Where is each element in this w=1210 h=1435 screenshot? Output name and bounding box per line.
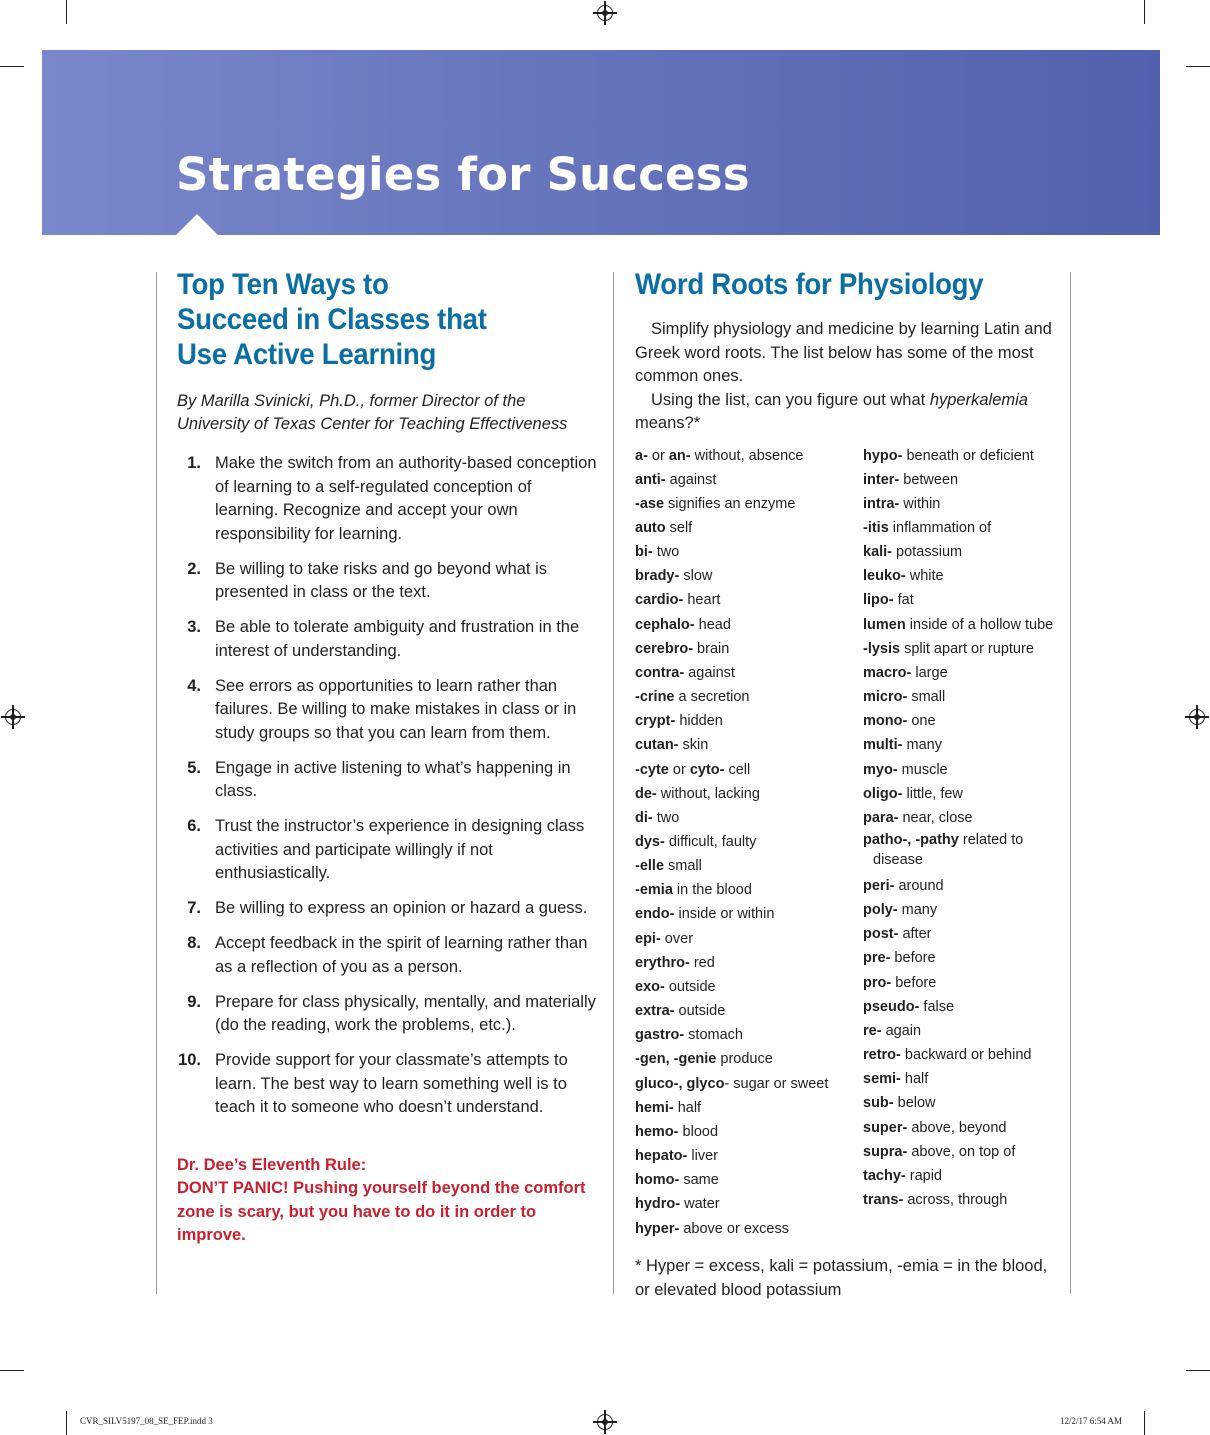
root-term: super- <box>863 1119 908 1136</box>
root-meaning: two <box>652 544 680 561</box>
root-term: para- <box>863 809 899 826</box>
root-meaning: without, lacking <box>656 785 760 802</box>
root-meaning: between <box>899 471 959 488</box>
root-term: -lysis <box>863 640 901 657</box>
root-meaning: rapid <box>905 1167 942 1184</box>
root-entry <box>635 540 860 564</box>
root-term: lumen <box>863 616 906 633</box>
tip-text: Be willing to take risks and go beyond what is presented in class or the text. <box>215 559 548 601</box>
root-meaning: above, beyond <box>907 1119 1007 1136</box>
tips-list <box>177 452 597 1120</box>
root-term: pre- <box>863 950 891 967</box>
tip-number: 5. <box>187 758 201 777</box>
root-meaning: blood <box>678 1123 719 1140</box>
root-entry <box>863 516 1068 540</box>
root-entry <box>863 613 1068 637</box>
root-meaning: difficult, faulty <box>664 834 757 850</box>
root-meaning: slow <box>679 568 713 585</box>
root-meaning: water <box>680 1196 720 1213</box>
root-entry <box>635 878 860 902</box>
root-meaning: against <box>665 471 717 488</box>
root-term: trans- <box>863 1192 904 1209</box>
root-term: epi- <box>635 930 661 947</box>
root-entry <box>635 830 860 854</box>
root-term: hydro- <box>635 1196 681 1213</box>
tip-number: 4. <box>187 676 201 695</box>
root-term: hepato- <box>635 1148 688 1165</box>
root-term: -emia <box>635 882 673 899</box>
tip-text: Be willing to express an opinion or hazard a guess. <box>215 899 588 917</box>
root-term: re- <box>863 1022 882 1039</box>
root-meaning: skin <box>678 737 709 754</box>
root-term: anti- <box>635 471 666 488</box>
root-term: supra- <box>863 1143 908 1160</box>
root-entry <box>863 685 1068 709</box>
root-meaning: potassium <box>892 544 963 561</box>
tip-text: Accept feedback in the spirit of learning rather than as a reflection of you as a person. <box>215 934 588 976</box>
tip-item <box>177 932 597 979</box>
root-meaning: near, close <box>898 809 973 826</box>
root-term: hyper- <box>635 1220 680 1237</box>
root-entry <box>863 564 1068 588</box>
root-meaning: over <box>660 930 694 947</box>
root-term: sub- <box>863 1095 894 1112</box>
root-entry <box>635 564 860 588</box>
root-entry <box>635 854 860 878</box>
root-meaning: against <box>684 664 735 681</box>
tip-text: Make the switch from an authority-based conception of learning to a self-regulated conception of learning. Recognize and accept your own responsibility for learning. <box>215 454 597 543</box>
root-term: -elle <box>635 858 665 875</box>
root-term: -crine <box>635 689 675 706</box>
root-entry <box>863 588 1068 612</box>
root-term: a- <box>635 447 648 464</box>
root-entry <box>863 637 1068 661</box>
root-meaning: above or excess <box>679 1220 789 1237</box>
root-entry <box>863 1067 1068 1091</box>
root-entry <box>863 1164 1068 1188</box>
intro-paragraph: Simplify physiology and medicine by learning Latin and Greek word roots. The list below has some of the most common ones. <box>635 320 1052 385</box>
root-meaning: small <box>907 689 946 706</box>
root-meaning: fat <box>893 592 914 609</box>
root-entry <box>863 1091 1068 1115</box>
tip-item <box>177 1049 597 1120</box>
root-entry <box>635 1072 860 1096</box>
root-meaning: signifies an enzyme <box>664 495 796 512</box>
root-term: micro- <box>863 689 908 706</box>
roots-table <box>635 444 1065 1244</box>
crop-mark <box>1144 1411 1145 1435</box>
root-entry <box>635 588 860 612</box>
section-heading: Word Roots for Physiology <box>635 268 984 301</box>
root-meaning: muscle <box>897 761 948 778</box>
intro-text <box>635 318 1065 436</box>
rule-title: Dr. Dee’s Eleventh Rule: <box>177 1155 367 1174</box>
root-entry <box>635 492 860 516</box>
root-term: erythro- <box>635 954 690 971</box>
heading-line: Succeed in Classes that <box>177 303 487 336</box>
root-meaning: red <box>689 954 715 971</box>
root-entry <box>635 468 860 492</box>
root-entry <box>635 685 860 709</box>
root-entry <box>635 637 860 661</box>
root-term: macro- <box>863 664 912 681</box>
root-meaning: across, through <box>903 1192 1008 1209</box>
root-entry <box>635 444 860 468</box>
root-meaning: two <box>652 809 680 826</box>
root-meaning: cell <box>724 761 751 778</box>
root-term: hemo- <box>635 1123 679 1140</box>
section-heading <box>177 267 563 372</box>
root-entry <box>635 806 860 830</box>
root-term: di- <box>635 809 653 826</box>
root-term: poly- <box>863 902 898 919</box>
root-entry <box>635 733 860 757</box>
heading-line: Top Ten Ways to <box>177 268 389 301</box>
top-ten-section <box>177 267 597 1248</box>
root-term: de- <box>635 785 657 802</box>
root-term: brady- <box>635 568 680 585</box>
root-term: multi- <box>863 737 903 754</box>
crop-mark <box>0 1370 24 1371</box>
root-meaning: outside <box>674 1003 726 1020</box>
intro-term: hyperkalemia <box>929 390 1028 409</box>
root-term: post- <box>863 926 899 943</box>
crop-mark <box>1186 1370 1210 1371</box>
root-entry <box>635 1096 860 1120</box>
root-term: pseudo- <box>863 998 920 1015</box>
root-entry <box>863 1188 1068 1212</box>
root-entry <box>863 661 1068 685</box>
root-meaning: many <box>902 737 942 754</box>
title-banner <box>42 50 1160 235</box>
root-entry <box>863 758 1068 782</box>
root-meaning: one <box>907 713 936 730</box>
root-meaning: inflammation of <box>888 519 992 536</box>
root-entry <box>635 1217 860 1241</box>
registration-mark-icon <box>597 1414 613 1430</box>
tip-text: Trust the instructor’s experience in designing class activities and participate willingly if not enthusiastically. <box>215 817 585 882</box>
root-entry <box>635 951 860 975</box>
root-entry <box>635 1192 860 1216</box>
root-term: exo- <box>635 978 665 995</box>
root-entry <box>863 782 1068 806</box>
root-entry <box>863 444 1068 468</box>
slug-timestamp: 12/2/17 6:54 AM <box>1060 1416 1123 1426</box>
tip-item <box>177 991 597 1038</box>
root-entry <box>635 709 860 733</box>
root-term: semi- <box>863 1071 901 1088</box>
root-term: -gen, -genie <box>635 1051 717 1068</box>
root-term: extra- <box>635 1003 675 1020</box>
tip-text: Provide support for your classmate’s attempts to learn. The best way to learn something well is to teach it to someone who doesn’t understand. <box>215 1051 568 1116</box>
root-term: endo- <box>635 906 675 923</box>
tip-text: Engage in active listening to what’s happening in class. <box>215 758 571 800</box>
tip-item <box>177 815 597 886</box>
root-entry <box>863 995 1068 1019</box>
root-entry <box>635 782 860 806</box>
root-meaning: before <box>890 950 936 967</box>
root-meaning: beneath or deficient <box>902 447 1034 464</box>
root-term: leuko- <box>863 568 906 585</box>
root-term: gastro- <box>635 1027 685 1044</box>
crop-mark <box>0 66 24 67</box>
tip-item <box>177 897 597 921</box>
tip-item <box>177 452 597 546</box>
root-entry <box>863 971 1068 995</box>
tip-number: 1. <box>187 454 201 472</box>
root-meaning: in the blood <box>672 882 752 899</box>
root-term: lipo- <box>863 592 894 609</box>
root-term: cardio- <box>635 592 684 609</box>
root-term: hemi- <box>635 1099 674 1116</box>
tip-number: 6. <box>187 817 201 835</box>
page-title: Strategies for Success <box>176 148 750 201</box>
root-entry <box>863 1043 1068 1067</box>
rule-text: DON’T PANIC! Pushing yourself beyond the comfort zone is scary, but you have to do it in order to improve. <box>177 1179 586 1244</box>
banner-notch <box>175 214 219 236</box>
tip-item <box>177 675 597 746</box>
roots-column <box>863 444 1068 1213</box>
root-meaning: inside or within <box>674 906 775 923</box>
root-term: myo- <box>863 761 898 778</box>
root-meaning: brain <box>693 640 730 657</box>
root-term: -cyte <box>635 761 669 778</box>
root-term: kali- <box>863 544 893 561</box>
root-term: cerebro- <box>635 640 694 657</box>
intro-question-end: means?* <box>635 414 701 432</box>
tip-text: Be able to tolerate ambiguity and frustration in the interest of understanding. <box>215 618 580 660</box>
root-term: mono- <box>863 713 908 730</box>
root-term: hypo- <box>863 447 903 464</box>
root-entry <box>863 733 1068 757</box>
tip-item <box>177 616 597 663</box>
root-meaning: hidden <box>675 713 723 730</box>
root-meaning: - sugar or sweet <box>724 1075 829 1092</box>
root-meaning: large <box>911 664 948 681</box>
root-entry <box>635 1144 860 1168</box>
root-entry <box>635 516 860 540</box>
root-term: cephalo- <box>635 616 695 633</box>
root-meaning: related to disease <box>873 832 1024 868</box>
root-connector: or <box>668 761 690 778</box>
root-entry <box>863 946 1068 970</box>
root-entry <box>863 492 1068 516</box>
root-term: peri- <box>863 878 895 894</box>
root-term: pro- <box>863 974 892 991</box>
root-meaning: without, absence <box>690 447 804 464</box>
root-entry <box>863 1140 1068 1164</box>
root-term: gluco-, glyco <box>635 1075 725 1092</box>
root-term: dys- <box>635 834 665 850</box>
tip-item <box>177 757 597 804</box>
tip-number: 2. <box>187 559 201 578</box>
root-meaning: small <box>664 858 702 875</box>
root-term: -itis <box>863 519 889 536</box>
root-entry <box>863 898 1068 922</box>
root-entry <box>635 661 860 685</box>
root-entry <box>863 1019 1068 1043</box>
root-term: contra- <box>635 664 685 681</box>
root-meaning: a secretion <box>674 689 750 706</box>
root-entry <box>635 1168 860 1192</box>
column-divider <box>1070 272 1071 1294</box>
root-meaning: same <box>679 1172 719 1189</box>
root-meaning: many <box>897 902 938 919</box>
root-term: auto <box>635 519 666 536</box>
root-meaning: head <box>694 616 731 633</box>
root-meaning: white <box>905 568 944 585</box>
tip-text: See errors as opportunities to learn rather than failures. Be willing to make mistakes in class or in study groups so that you can learn from them. <box>215 676 577 742</box>
root-entry <box>635 999 860 1023</box>
root-meaning: again <box>881 1022 922 1039</box>
root-term: tachy- <box>863 1167 906 1184</box>
tip-number: 7. <box>187 899 201 917</box>
root-connector: or <box>647 447 669 464</box>
root-entry <box>863 922 1068 946</box>
heading-line: Use Active Learning <box>177 338 437 371</box>
root-term: cutan- <box>635 737 679 754</box>
root-meaning: backward or behind <box>900 1047 1032 1064</box>
root-entry <box>635 927 860 951</box>
slug-filename: CVR_SILV5197_08_SE_FEP.indd 3 <box>80 1416 213 1426</box>
root-term: crypt- <box>635 713 676 730</box>
root-entry <box>863 468 1068 492</box>
root-meaning: little, few <box>902 785 963 802</box>
root-entry <box>863 1116 1068 1140</box>
root-meaning: above, on top of <box>907 1143 1016 1160</box>
crop-mark <box>1186 66 1210 67</box>
column-divider <box>613 272 614 1294</box>
crop-mark <box>66 0 67 24</box>
root-term: homo- <box>635 1172 680 1189</box>
root-entry <box>635 1120 860 1144</box>
tip-number: 9. <box>187 992 201 1011</box>
root-meaning: within <box>899 495 941 512</box>
root-meaning: inside of a hollow tube <box>905 616 1054 633</box>
root-meaning: half <box>673 1099 702 1116</box>
root-entry <box>863 709 1068 733</box>
root-term: inter- <box>863 471 900 488</box>
root-term: retro- <box>863 1047 901 1064</box>
root-meaning: before <box>891 974 937 991</box>
tip-number: 10. <box>178 1051 201 1069</box>
footnote: * Hyper = excess, kali = potassium, -emia = in the blood, or elevated blood potassium <box>635 1257 1048 1299</box>
root-term: oligo- <box>863 785 903 802</box>
root-entry <box>635 1023 860 1047</box>
registration-mark-icon <box>5 709 21 725</box>
column-divider <box>156 272 157 1294</box>
root-meaning: heart <box>683 592 721 609</box>
root-term: patho-, -pathy <box>863 832 959 848</box>
root-term: bi- <box>635 544 653 561</box>
registration-mark-icon <box>597 5 613 21</box>
root-entry <box>863 806 1068 830</box>
tip-number: 8. <box>187 934 201 952</box>
root-meaning: split apart or rupture <box>900 640 1034 657</box>
root-meaning: below <box>893 1095 936 1112</box>
eleventh-rule <box>177 1154 597 1248</box>
crop-mark <box>66 1411 67 1435</box>
root-entry <box>635 613 860 637</box>
intro-paragraph <box>635 389 1065 436</box>
intro-question: Using the list, can you figure out what <box>651 390 930 409</box>
tip-item <box>177 558 597 605</box>
root-entry <box>635 975 860 999</box>
root-term: cyto- <box>689 761 725 778</box>
root-entry <box>635 758 860 782</box>
registration-mark-icon <box>1189 709 1205 725</box>
root-term: intra- <box>863 495 900 512</box>
root-meaning: half <box>900 1071 929 1088</box>
root-meaning: outside <box>664 978 716 995</box>
root-entry <box>635 902 860 926</box>
roots-column <box>635 444 860 1241</box>
root-meaning: false <box>919 998 955 1015</box>
root-meaning: around <box>894 878 944 894</box>
root-term: -ase <box>635 495 665 512</box>
root-meaning: self <box>665 519 693 536</box>
tip-text: Prepare for class physically, mentally, and materially (do the reading, work the problems, etc.). <box>215 992 596 1034</box>
root-term: an- <box>668 447 691 464</box>
root-meaning: after <box>898 926 932 943</box>
word-roots-section <box>635 267 1065 1244</box>
crop-mark <box>1144 0 1145 24</box>
root-entry <box>863 830 1068 870</box>
root-entry <box>635 1047 860 1071</box>
root-entry <box>863 540 1068 564</box>
root-meaning: produce <box>716 1051 773 1068</box>
root-entry <box>863 874 1068 898</box>
root-meaning: stomach <box>684 1027 743 1044</box>
byline: By Marilla Svinicki, Ph.D., former Director of the University of Texas Center for Teaching Effectiveness <box>177 392 568 433</box>
root-meaning: liver <box>687 1148 718 1165</box>
tip-number: 3. <box>187 618 201 636</box>
